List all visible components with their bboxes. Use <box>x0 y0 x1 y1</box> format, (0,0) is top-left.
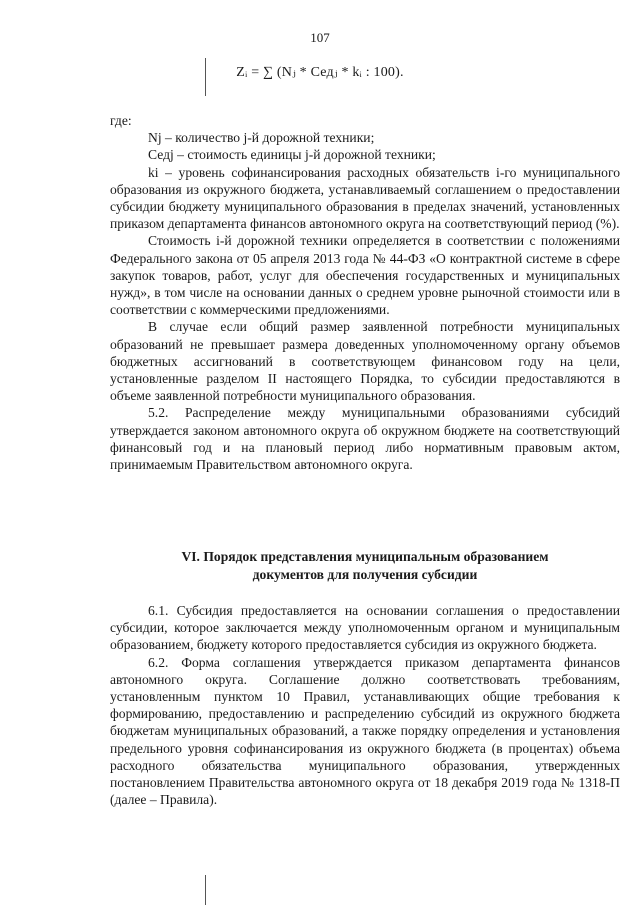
section-body <box>110 602 620 808</box>
paragraph-6-1: 6.1. Субсидия предоставляется на основании соглашения о предоставлении субсидии, которое заключается между уполномоченным органом и муниципальным образованием, бюджету которого предоставляется субсидия из окружного бюджета. <box>110 603 620 653</box>
paragraph-cost: Стоимость i-й дорожной техники определяется в соответствии с положениями Федерального закона от 05 апреля 2013 года № 44-ФЗ «О контрактной системе в сфере закупок товаров, работ, услуг для обеспечения государственных и муниципальных нужд», в том числе на основании данных о среднем уровне рыночной стоимости или в соответствии с коммерческими предложениями. <box>110 233 620 318</box>
section-heading-line2: документов для получения субсидии <box>252 567 478 582</box>
paragraph-case: В случае если общий размер заявленной потребности муниципальных образований не превышает размера доведенных уполномоченному органу объемов бюджетных ассигнований в соответствующем финансовом году на цели, установленные разделом II настоящего Порядка, то субсидии предоставляются в объеме заявленной потребности муниципального образования. <box>110 319 620 404</box>
where-label: где: <box>110 113 132 128</box>
definition-cedj: Седj – стоимость единицы j-й дорожной техники; <box>148 147 436 163</box>
definition-ki: ki – уровень софинансирования расходных обязательств i-го муниципального образования из окружного бюджета, устанавливаемый соглашением о предоставлении субсидии бюджету муниципального образования в пределах значений, установленных приказом департамента финансов автономного округа на соответствующий период (%). <box>110 164 620 232</box>
definition-nj: Nj – количество j-й дорожной техники; <box>148 130 375 146</box>
binding-mark-bottom <box>205 875 206 905</box>
definitions-block <box>110 112 620 473</box>
section-heading <box>110 548 620 584</box>
paragraph-5-2: 5.2. Распределение между муниципальными образованиями субсидий утверждается законом автономного округа об окружном бюджете на соответствующий финансовый год и на плановый период либо нормативным правовым актом, принимаемым Правительством автономного округа. <box>110 405 620 473</box>
page-number: 107 <box>310 30 330 45</box>
formula: Zᵢ = ∑ (Nⱼ * Седⱼ * kᵢ : 100). <box>236 65 404 80</box>
paragraph-6-2: 6.2. Форма соглашения утверждается приказом департамента финансов автономного округа. Соглашение должно соответствовать требованиям, установленным пунктом 10 Правил, устанавливающих общие требования к формированию, предоставлению и распределению субсидий из окружного бюджета бюджетам муниципальных образований, а также порядку определения и установления предельного уровня софинансирования из окружного бюджета (в процентах) объема расходного обязательства муниципального образования, утвержденных постановлением Правительства автономного округа от 18 декабря 2019 года № 1318-П (далее – Правила). <box>110 654 620 808</box>
section-heading-line1: VI. Порядок представления муниципальным образованием <box>181 549 549 564</box>
